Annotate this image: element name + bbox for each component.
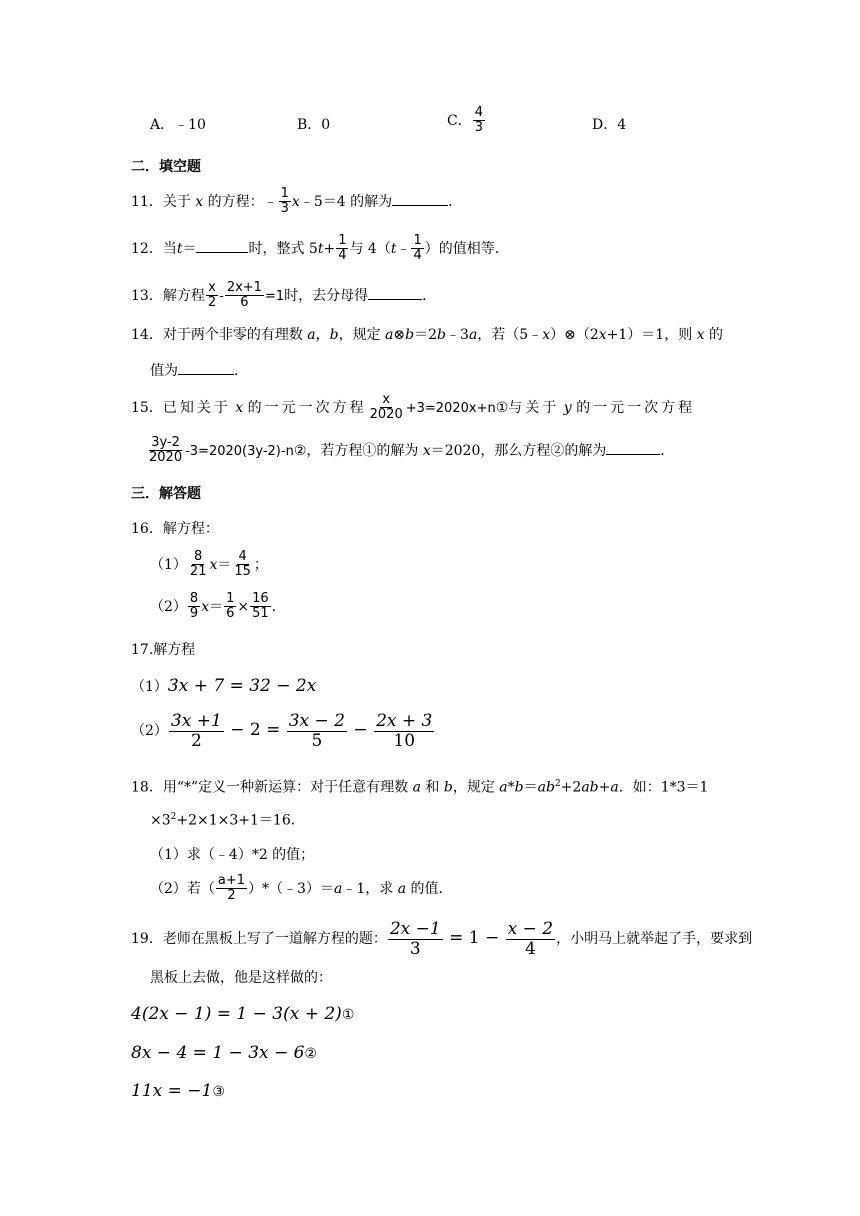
question-14-line2: 值为 ． [150, 363, 248, 379]
fraction: $\frac{4}{3}$ [474, 105, 483, 136]
question-19-line2: 黑板上去做，他是这样做的： [150, 970, 332, 986]
answer-blank [392, 193, 448, 206]
answer-blank [368, 287, 422, 300]
question-17-part2: （2） $\frac{3x +1}{2}$ − 2 = $\frac{3x - 2}{5}$ − $\frac{2x + 3}{10}$ [131, 711, 433, 751]
question-17-part1: （1）3x + 7 = 32 − 2x [131, 676, 317, 696]
question-17: 17.解方程 [131, 642, 196, 658]
choice-d: D．4 [592, 117, 627, 133]
choice-b: B．0 [297, 117, 331, 133]
question-13: 13．解方程 $\frac{x}{2}$ - $\frac{2x+1}{6}$ =1时，去分母得 ． [131, 280, 437, 311]
work-step-3: 11x = −1③ [131, 1081, 225, 1101]
question-19-line1: 19．老师在黑板上写了一道解方程的题： $\frac{2x -1}{3}$ = 1 − $\frac{x - 2}{4}$ ，小明马上就举起了手，要求到 [131, 919, 753, 959]
question-11: 11．关于 x 的方程：﹣ $\frac{1}{3}$ x﹣5＝4 的解为 ． [131, 186, 463, 217]
question-12: 12．当t＝ 时，整式 5t+ $\frac{1}{4}$ 与 4（t﹣ $\frac{1}{4}$ ）的值相等． [131, 233, 509, 264]
choice-a: A．﹣10 [150, 117, 206, 133]
question-15-line1: 15．已知关于 x 的一元一次方程 $\frac{x}{2020}$ +3=2020x+n①与关于 y 的一元一次方程 [131, 392, 696, 423]
question-18-line1: 18．用“*”定义一种新运算：对于任意有理数 a 和 b，规定 $a*b=ab^2+2ab+a$．如：1*3＝1 [131, 779, 709, 796]
question-15-line2: $\frac{3y-2}{2020}$ -3=2020(3y-2)-n②，若方程①的解为 x＝2020，那么方程②的解为 ． [149, 435, 675, 466]
answer-blank [196, 240, 248, 253]
question-18-part1: （1）求（﹣4）*2 的值； [150, 847, 315, 863]
question-14-line1: 14．对于两个非零的有理数 a，b，规定 a⊗b＝2b﹣3a，若（5﹣x）⊗（2x+1）＝1，则 x 的 [131, 327, 724, 343]
work-step-1: 4(2x − 1) = 1 − 3(x + 2)① [131, 1004, 355, 1024]
choice-c: C． $\frac{4}{3}$ [447, 105, 483, 136]
section-title-answer: 三．解答题 [131, 486, 201, 502]
section-title-fill-in: 二．填空题 [131, 159, 201, 175]
work-step-2: 8x − 4 = 1 − 3x − 6② [131, 1043, 318, 1063]
question-18-line2: $\times 3^2+2\times 1\times 3+1=16$． [150, 812, 305, 829]
answer-blank [178, 362, 234, 375]
question-16-part1: （1） $\frac{8}{21}$ x＝ $\frac{4}{15}$ ； [150, 549, 268, 580]
answer-blank [606, 442, 660, 455]
question-16: 16．解方程： [131, 521, 219, 537]
question-18-part2: （2）若（ $\frac{a+1}{2}$ ）*（﹣3）＝a﹣1，求 a 的值． [150, 873, 453, 904]
question-16-part2: （2） $\frac{8}{9}$ x＝ $\frac{1}{6}$ × $\frac{16}{51}$ . [150, 591, 277, 622]
